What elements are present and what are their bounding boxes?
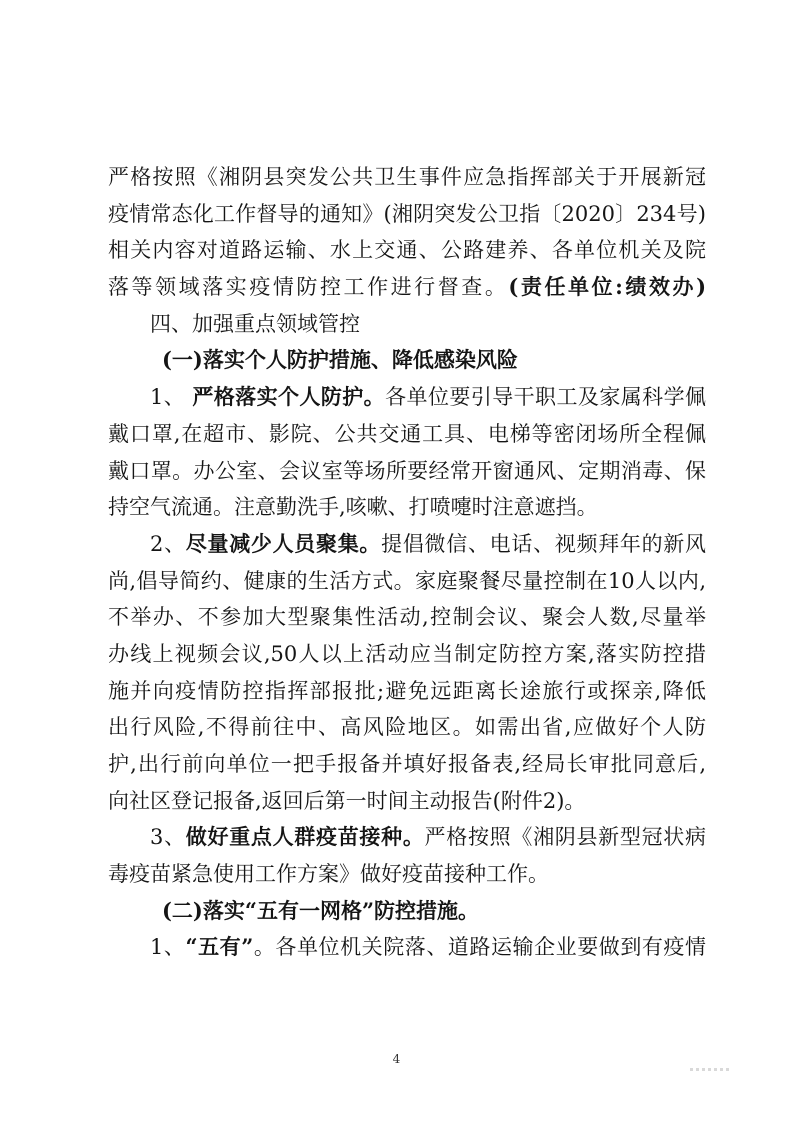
paragraph-start (108, 379, 706, 416)
section-heading-4: 四、加强重点领域管控 (150, 311, 360, 336)
page-number: 4 (392, 1052, 401, 1066)
text-line: 戴口罩,在超市、影院、公共交通工具、电梯等密闭场所全程佩 (108, 421, 706, 446)
text-line: 疫情常态化工作督导的通知》(湘阴突发公卫指〔2020〕234号) (108, 201, 706, 226)
item-number: 1、 (150, 935, 186, 960)
scan-artifact (690, 1068, 730, 1071)
text-run: 。各单位机关院落、道路运输企业要做到有疫情 (253, 935, 706, 960)
text-line: 毒疫苗紧急使用工作方案》做好疫苗接种工作。 (108, 862, 549, 887)
text-line (108, 269, 706, 306)
item-title: “五有” (185, 934, 254, 960)
item-title: 做好重点人群疫苗接种。 (185, 824, 425, 850)
text-line: 向社区登记报备,返回后第一时间主动报告(附件2)。 (108, 788, 586, 813)
item-number: 3、 (150, 825, 186, 850)
text-line: 施并向疫情防控指挥部报批;避免远距离长途旅行或探亲,降低 (108, 678, 706, 703)
text-line: 戴口罩。办公室、会议室等场所要经常开窗通风、定期消毒、保 (108, 458, 706, 483)
text-run: 提倡微信、电话、视频拜年的新风 (381, 531, 707, 556)
item-title: 严格落实个人防护。 (192, 384, 386, 410)
text-line: 严格按照《湘阴县突发公共卫生事件应急指挥部关于开展新冠 (108, 165, 706, 189)
document-body (108, 159, 706, 966)
item-number: 1、 (150, 385, 193, 410)
text-run: 严格按照《湘阴县新型冠状病 (424, 825, 707, 850)
text-line: 办线上视频会议,50人以上活动应当制定防控方案,落实防控措 (108, 641, 706, 666)
item-number: 2、 (150, 531, 186, 556)
paragraph-start (108, 526, 706, 563)
paragraph-start (108, 819, 706, 856)
text-line: 护,出行前向单位一把手报备并填好报备表,经局长审批同意后, (108, 752, 706, 776)
text-run: 落等领域落实疫情防控工作进行督查。 (108, 275, 509, 300)
text-line: 尚,倡导简约、健康的生活方式。家庭聚餐尽量控制在10人以内, (108, 568, 706, 593)
text-line: 不举办、不参加大型聚集性活动,控制会议、聚会人数,尽量举 (108, 605, 706, 630)
paragraph-start (108, 929, 706, 966)
text-line: 持空气流通。注意勤洗手,咳嗽、打喷嚏时注意遮挡。 (108, 495, 598, 520)
text-line: 相关内容对道路运输、水上交通、公路建养、各单位机关及院 (108, 238, 706, 263)
text-line: 出行风险,不得前往中、高风险地区。如需出省,应做好个人防 (108, 715, 706, 740)
subsection-heading-2: (二)落实“五有一网格”防控措施。 (162, 897, 480, 923)
responsible-unit-note: (责任单位:绩效办) (508, 274, 707, 300)
subsection-heading-1: (一)落实个人防护措施、降低感染风险 (162, 347, 518, 373)
text-run: 各单位要引导干职工及家属科学佩 (385, 385, 707, 410)
item-title: 尽量减少人员聚集。 (185, 530, 382, 556)
